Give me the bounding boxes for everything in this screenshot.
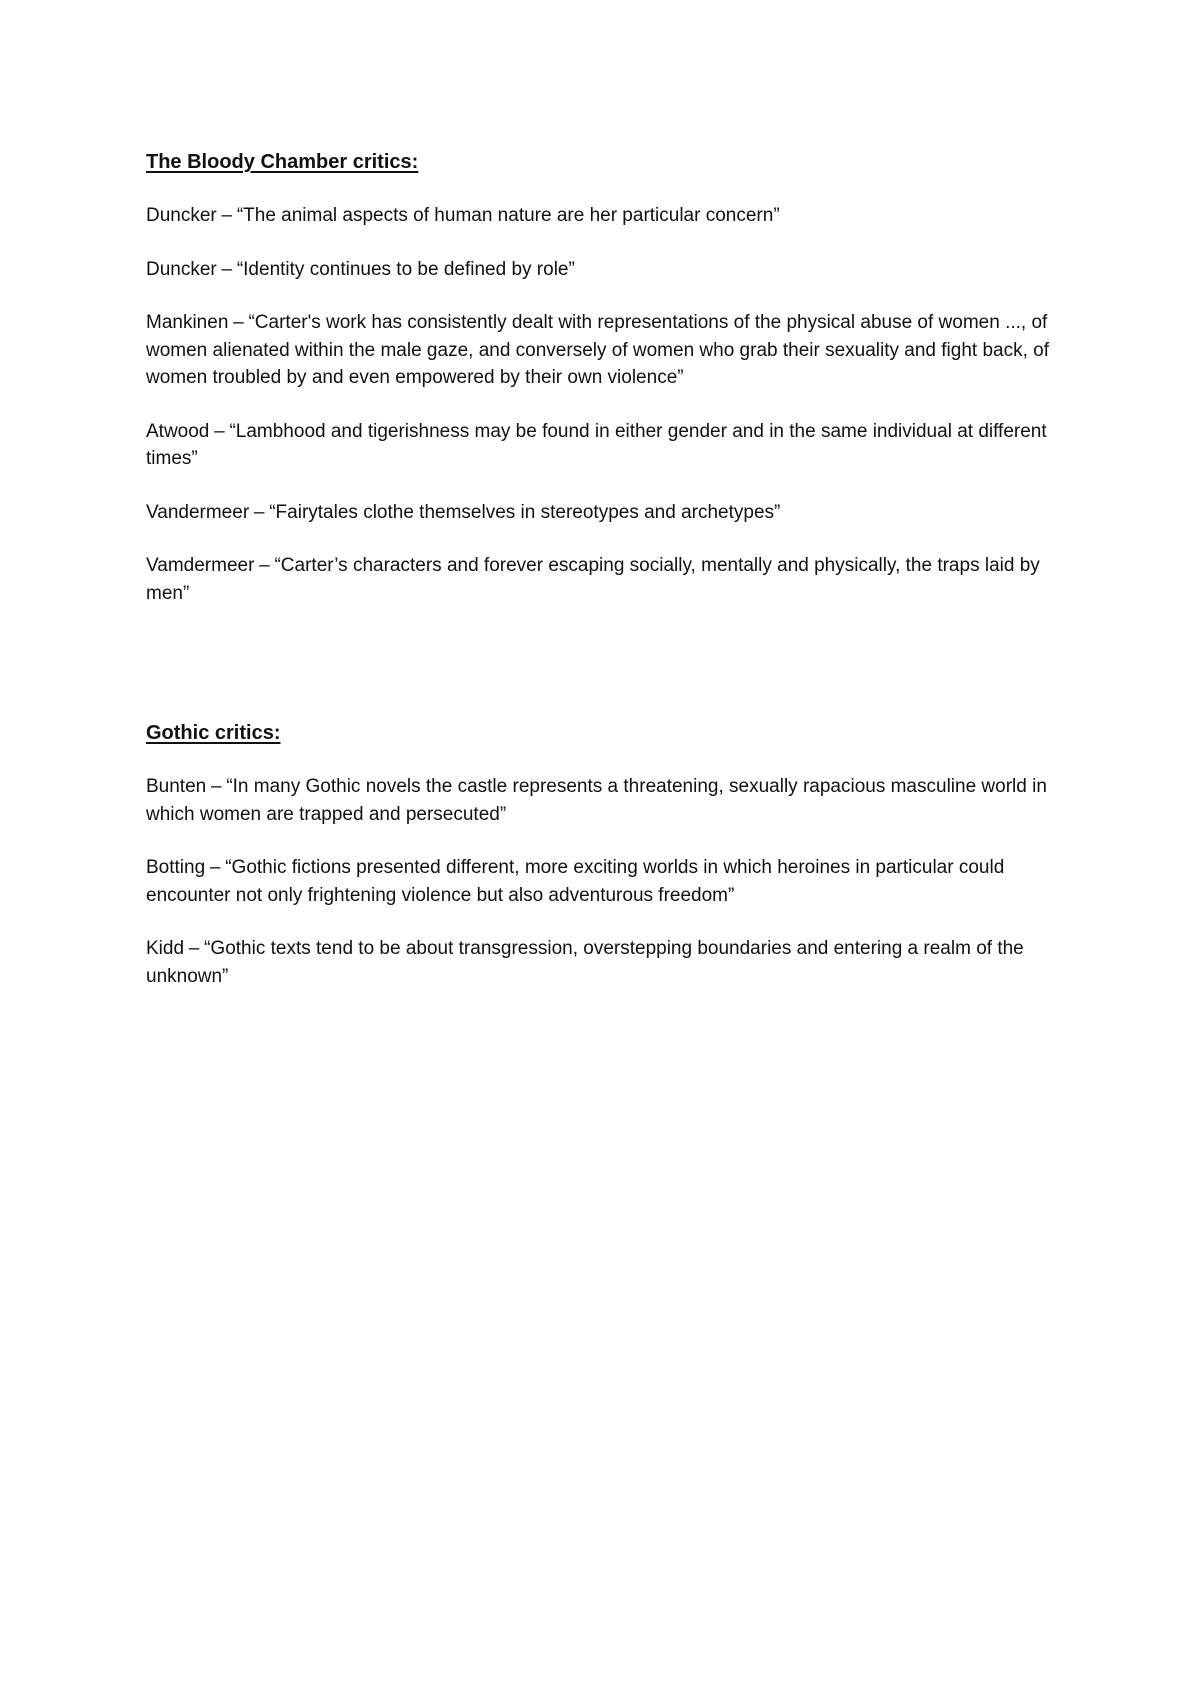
critic-quote: “Gothic texts tend to be about transgression, overstepping boundaries and entering a realm of the unknown” [146, 938, 1024, 987]
critic-quote: “Gothic fictions presented different, more exciting worlds in which heroines in particular could encounter not only frightening violence but also adventurous freedom” [146, 857, 1005, 906]
entry-dash: – [221, 258, 233, 280]
entry-dash: – [188, 938, 200, 959]
critic-quote: “Lambhood and tigerishness may be found in either gender and in the same individual at different times” [146, 420, 1047, 469]
entry-dash: – [259, 555, 270, 576]
critic-entry [146, 854, 1076, 909]
critic-quote: “In many Gothic novels the castle represents a threatening, sexually rapacious masculine world in which women are trapped and persecuted” [146, 776, 1047, 825]
critic-name: Botting [146, 857, 206, 878]
entry-dash: – [210, 776, 222, 797]
entry-dash: – [253, 501, 265, 523]
critic-quote: “Carter’s characters and forever escaping socially, mentally and physically, the traps laid by men” [146, 555, 1040, 604]
critic-name: Vamdermeer [146, 555, 255, 576]
section-gothic-critics [146, 719, 1076, 990]
critic-quote: “The animal aspects of human nature are her particular concern” [236, 205, 780, 226]
section-heading: Gothic critics: [146, 722, 281, 744]
document-content [146, 148, 1076, 1016]
critic-name: Mankinen [146, 312, 229, 333]
critic-name: Duncker [146, 205, 217, 226]
critic-entry [146, 773, 1076, 828]
critic-quote: “Carter's work has consistently dealt with representations of the physical abuse of women ..., of women alienated within the male gaze, and conversely of women who grab their sexuality and fight back, of women troubled by and even empowered by their own violence” [146, 312, 1050, 388]
entry-dash: – [214, 420, 225, 442]
critic-entry [146, 935, 1076, 990]
critic-quote: “Fairytales clothe themselves in stereotypes and archetypes” [269, 501, 781, 523]
critic-entry [146, 418, 1076, 473]
critic-entry [146, 256, 1076, 284]
section-heading: The Bloody Chamber critics: [146, 151, 419, 173]
entry-dash: – [221, 205, 233, 226]
section-bloody-chamber-critics [146, 148, 1076, 607]
critic-name: Duncker [146, 258, 217, 280]
critic-entry [146, 202, 1076, 230]
entry-dash: – [209, 857, 221, 878]
section-spacer [146, 633, 1076, 719]
critic-entry [146, 552, 1076, 607]
critic-name: Vandermeer [146, 501, 250, 523]
critic-entry [146, 309, 1076, 392]
critic-name: Bunten [146, 776, 207, 797]
critic-entry [146, 499, 1076, 527]
critic-quote: “Identity continues to be defined by role” [236, 258, 575, 280]
critic-name: Atwood [146, 420, 210, 442]
entry-dash: – [233, 312, 244, 333]
critic-name: Kidd [146, 938, 185, 959]
